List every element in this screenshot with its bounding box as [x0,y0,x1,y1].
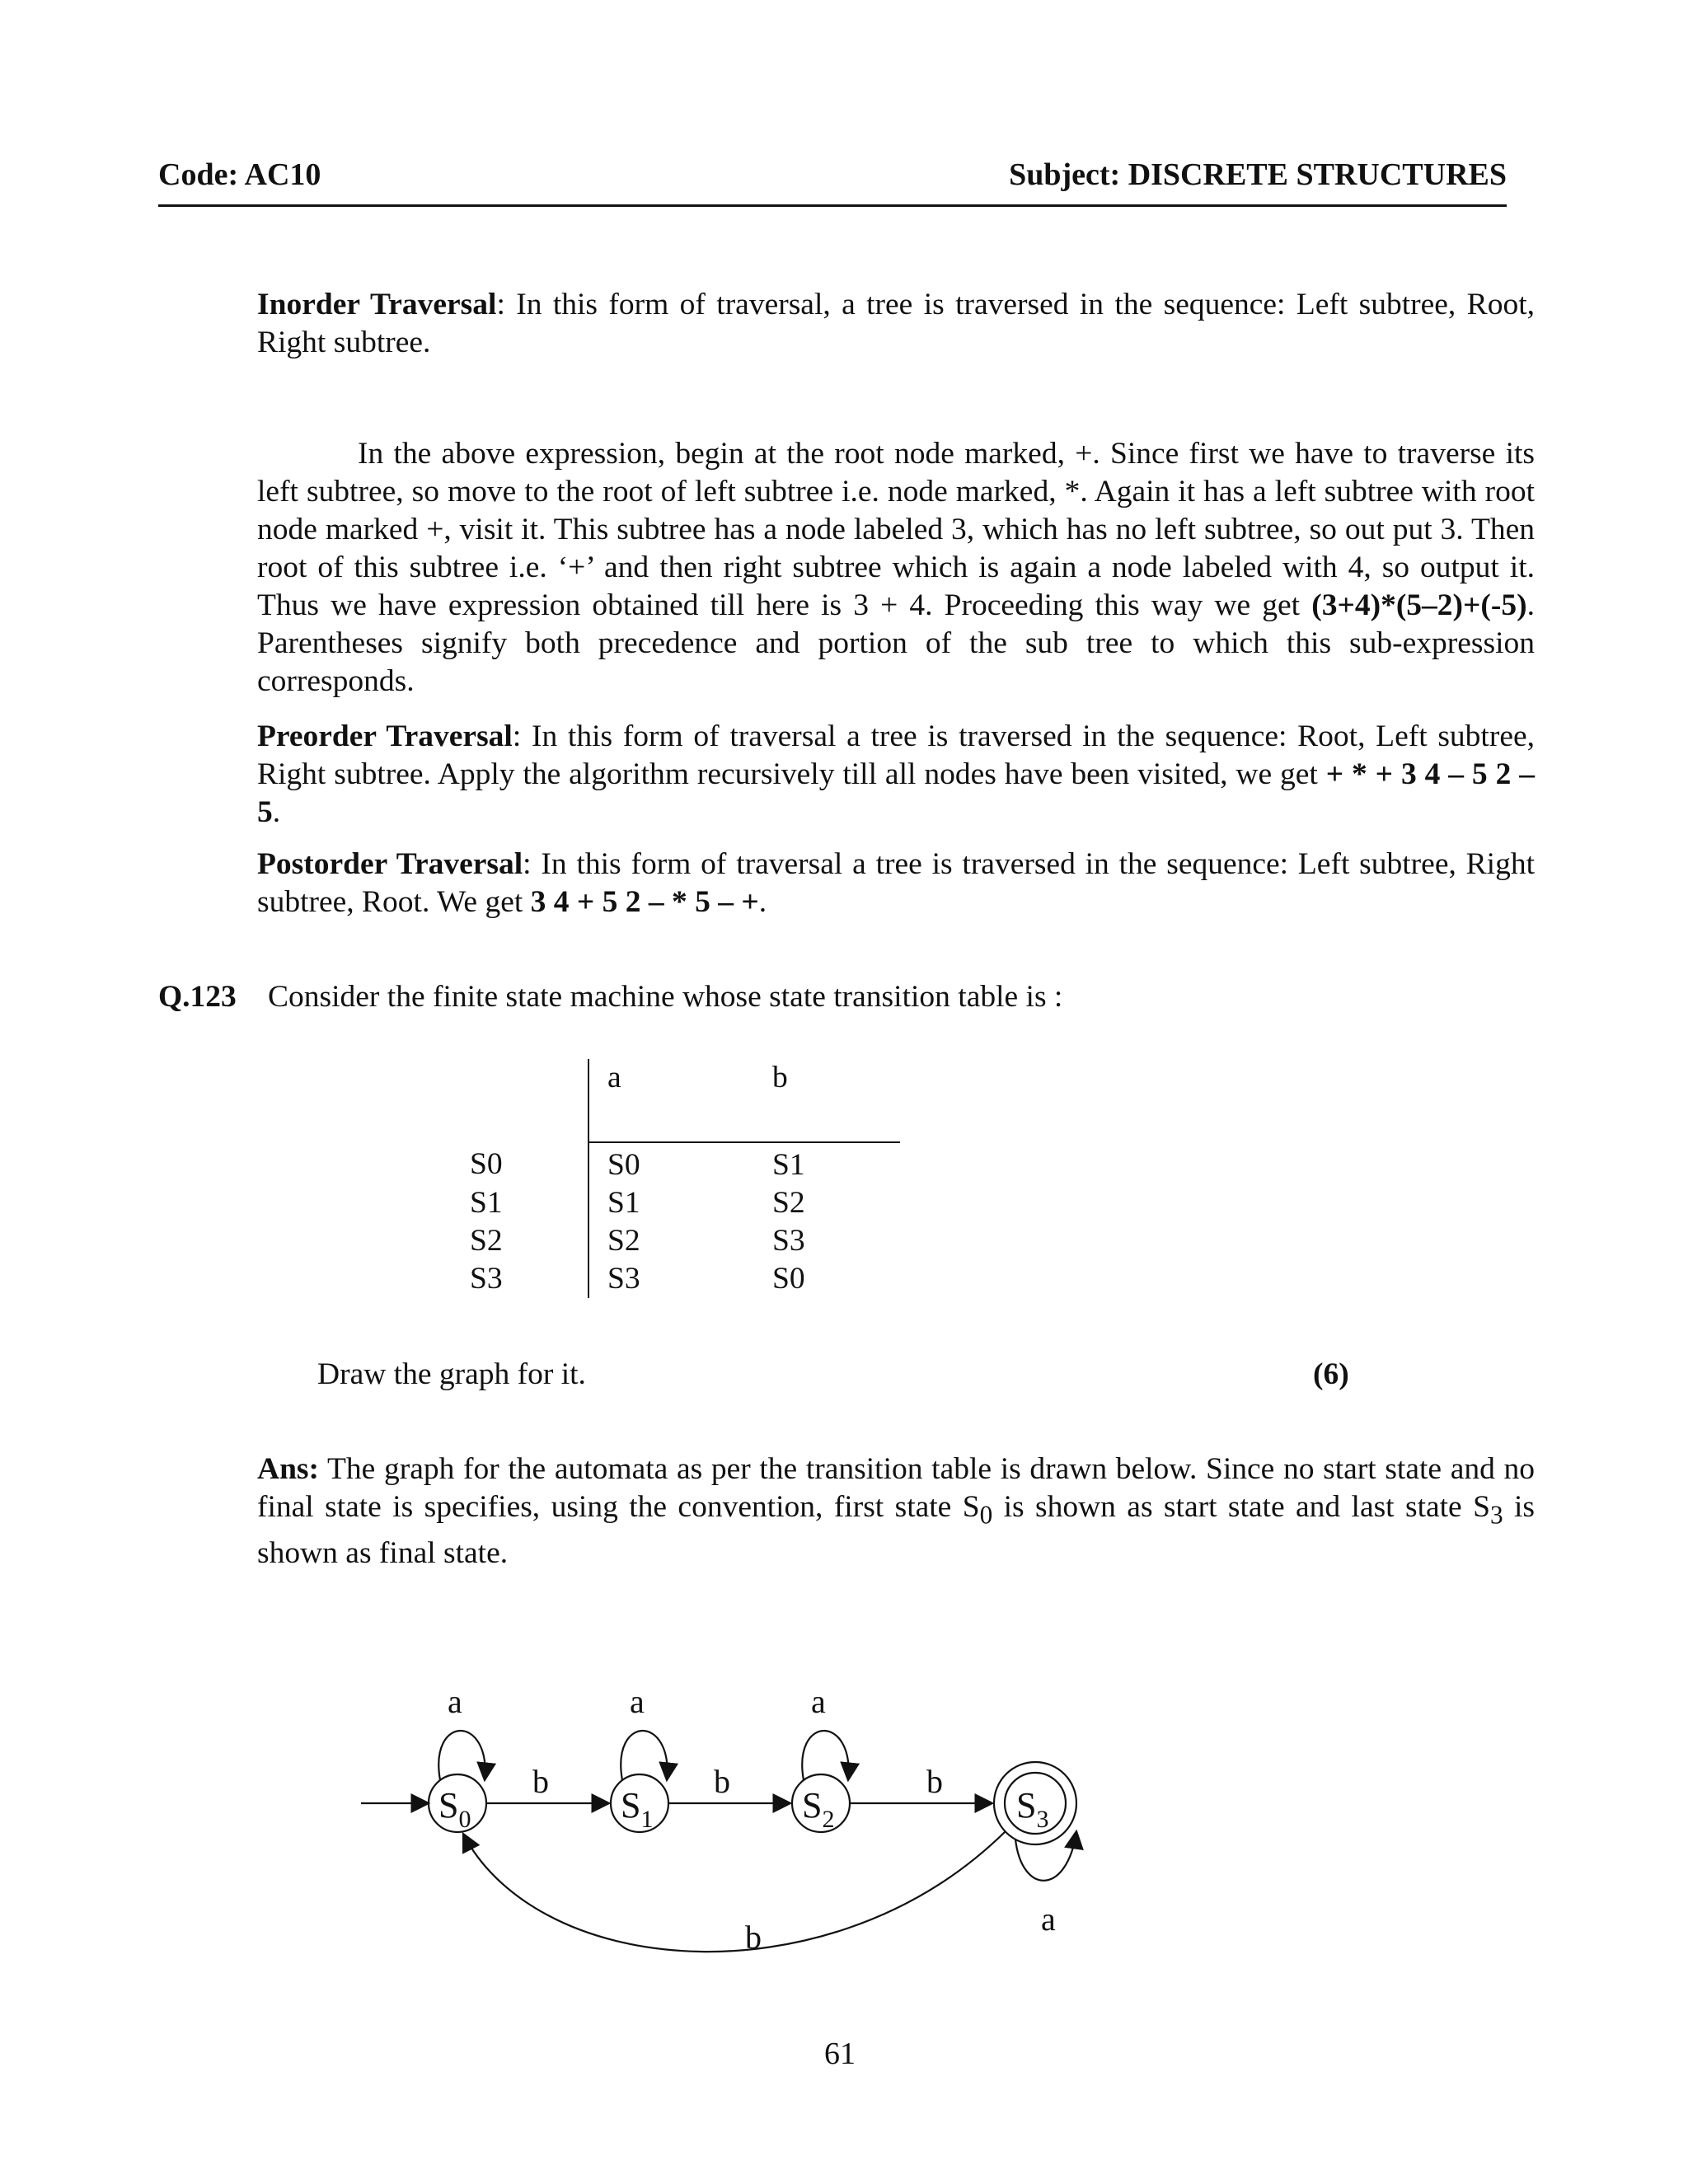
postorder-end: . [758,885,767,919]
state-s1-label: $S_1$ [621,1785,654,1833]
answer-text-1: The graph for the automata as per the transition table is drawn below. Since no start state and no final state is specifies, using the convention, first state S [257,1452,1535,1524]
loop-s1 [621,1731,667,1780]
label-edge-s0-s1: b [532,1763,549,1800]
table-cell: S2 [772,1186,805,1220]
table-header-cell: a [588,1059,772,1142]
table-cell: S3 [470,1262,503,1296]
explanation-text-before: In the above expression, begin at the root node marked, +. Since first we have to traverse its left subtree, so move to the root of left subtree i.e. node marked, *. Again it has a left subtree with root node marked +, visit it. This subtree has a node labeled 3, which has no left subtree, so out put 3. Then root of this subtree i.e. ‘+’ and then right subtree which is again a node labeled with 4, so output it. Thus we have expression obtained till here is 3 + 4. Proceeding this way we get [257,437,1535,622]
table-cell: S3 [772,1224,805,1258]
label-loop-s0: a [448,1683,462,1720]
table-cell: S0 [470,1147,503,1181]
answer-sub-2: 3 [1489,1500,1503,1530]
state-s3-label: $S_3$ [1016,1785,1049,1833]
inorder-title: Inorder Traversal [257,288,497,321]
answer-text-2: is shown as start state and last state S [992,1490,1490,1524]
answer-text-3: is shown as final state. [257,1490,1535,1570]
label-edge-s2-s3: b [926,1763,943,1800]
edge-s3-s0 [463,1831,1006,1952]
table-cell: S3 [588,1260,772,1298]
header-code: Code: AC10 [158,157,321,192]
table-cell: S1 [588,1184,772,1222]
answer-sub-1: 0 [979,1500,993,1530]
loop-s3 [1015,1831,1076,1881]
preorder-result: + * + 3 4 – 5 2 –5 [257,757,1535,829]
table-cell: S0 [772,1262,805,1296]
question-text: Consider the finite state machine whose state transition table is : [268,980,1063,1014]
state-s2-label: $S_2$ [802,1785,835,1833]
preorder-title: Preorder Traversal [257,719,513,753]
postorder-result: 3 4 + 5 2 – * 5 – + [530,885,759,919]
table-cell: S0 [588,1142,772,1184]
table-header-cell: b [772,1059,900,1142]
explanation-text-after: . Parentheses signify both precedence and portion of the sub tree to which this sub-expression corresponds. [257,588,1535,698]
state-s0-label: $S_0$ [438,1785,471,1833]
question-instruction: Draw the graph for it. [317,1357,586,1391]
postorder-text: : In this form of traversal a tree is traversed in the sequence: Left subtree, Right subtree, Root. We get [257,847,1535,919]
explanation-result: (3+4)*(5–2)+(-5) [1311,588,1527,622]
question-number: Q.123 [158,980,237,1014]
loop-s0 [438,1731,485,1780]
table-cell: S1 [772,1148,805,1182]
loop-s2 [802,1731,848,1780]
postorder-title: Postorder Traversal [257,847,523,881]
table-cell: S2 [470,1224,503,1258]
preorder-end: . [272,795,281,829]
preorder-text: : In this form of traversal a tree is traversed in the sequence: Root, Left subtree, Right subtree. Apply the algorithm recursively till all nodes have been visited, we get [257,719,1535,791]
label-loop-s1: a [630,1683,645,1720]
label-edge-s3-s0: b [745,1919,762,1956]
table-cell: S1 [470,1186,503,1220]
label-loop-s2: a [811,1683,826,1720]
label-loop-s3: a [1041,1900,1056,1938]
question-marks: (6) [1313,1357,1349,1391]
answer-label: Ans: [257,1452,320,1486]
label-edge-s1-s2: b [714,1763,730,1800]
header-subject: Subject: DISCRETE STRUCTURES [1009,157,1507,192]
inorder-text: : In this form of traversal, a tree is traversed in the sequence: Left subtree, Root, Right subtree. [257,288,1535,359]
table-cell: S2 [588,1222,772,1260]
page-number: 61 [824,2036,856,2071]
